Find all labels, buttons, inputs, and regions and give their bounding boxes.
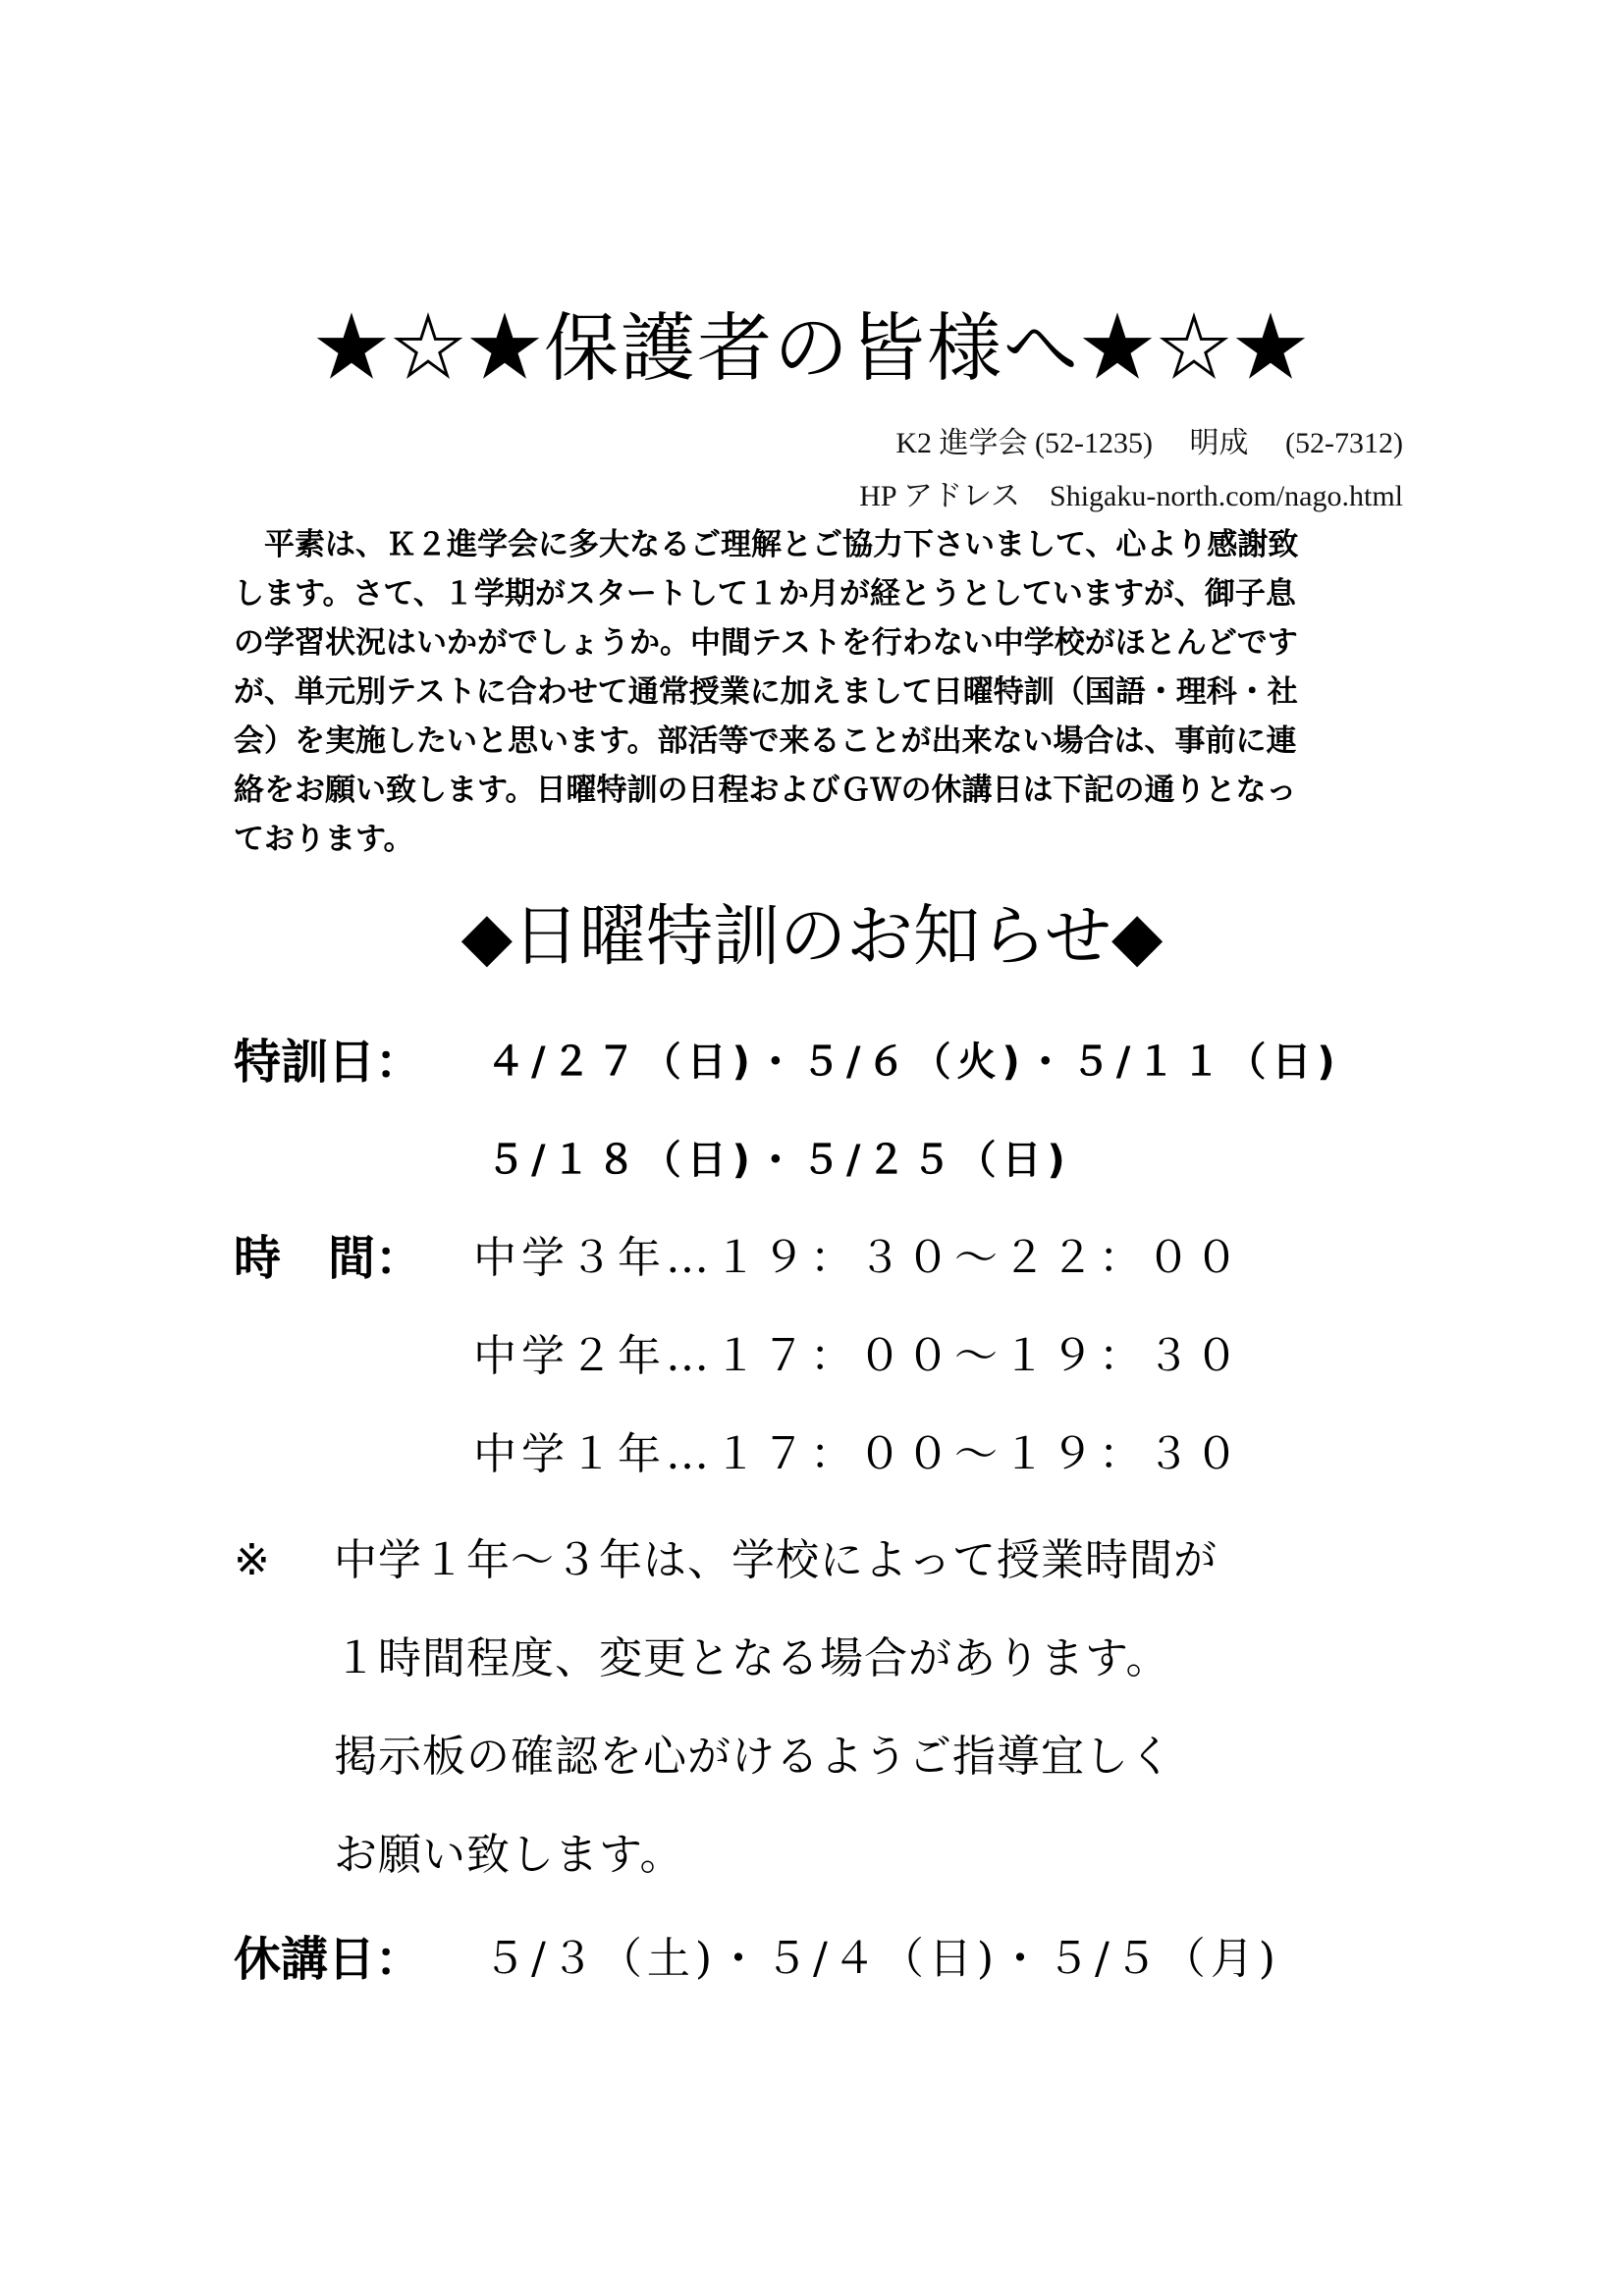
contact-phone-numbers: K2 進学会 (52-1235) 明成 (52-7312) (895, 427, 1403, 459)
note-line: 中学１年～３年は、学校によって授業時間が (334, 1535, 1218, 1585)
holidays-label: 休講日： (234, 1932, 423, 1987)
time-grade-3: 中学３年…１９：３０～２２：００ (473, 1233, 1243, 1283)
note-line: 掲示板の確認を心がけるようご指導宜しく (334, 1732, 1173, 1782)
time-label: 時 間： (234, 1231, 423, 1286)
note-line: １時間程度、変更となる場合があります。 (334, 1633, 1170, 1683)
intro-paragraph (234, 520, 1402, 864)
section-title: ◆日曜特訓のお知らせ◆ (460, 898, 1164, 976)
intro-line: 平素は、Ｋ２進学会に多大なるご理解とご協力下さいまして、心より感謝致 (234, 527, 1299, 562)
page-title: ★☆★保護者の皆様へ★☆★ (314, 304, 1310, 392)
note-line: お願い致します。 (334, 1830, 684, 1880)
contact-website: HP アドレス Shigaku-north.com/nago.html (859, 480, 1403, 512)
intro-line: 会）を実施したいと思います。部活等で来ることが出来ない場合は、事前に連 (234, 723, 1297, 759)
note-mark: ※ (234, 1535, 270, 1585)
intro-line: します。さて、１学期がスタートして１か月が経とうとしていますが、御子息 (234, 576, 1296, 612)
holidays-value: ５/３（土)・５/４（日)・５/５（月) (483, 1934, 1280, 1984)
training-days-line-1: ４/２７（日)・５/６（火)・５/１１（日) (486, 1040, 1341, 1085)
intro-line: が、単元別テストに合わせて通常授業に加えまして日曜特訓（国語・理科・社 (234, 674, 1298, 710)
time-grade-2: 中学２年…１７：００～１９：３０ (473, 1331, 1243, 1381)
training-days-label: 特訓日： (234, 1035, 423, 1090)
intro-line: ております。 (234, 822, 414, 857)
time-grade-1: 中学１年…１７：００～１９：３０ (473, 1429, 1243, 1479)
training-days-line-2: ５/１８（日)・５/２５（日) (486, 1138, 1071, 1183)
intro-line: 絡をお願い致します。日曜特訓の日程およびＧＷの休講日は下記の通りとなっ (234, 773, 1297, 808)
intro-line: の学習状況はいかがでしょうか。中間テストを行わない中学校がほとんどです (234, 625, 1298, 661)
